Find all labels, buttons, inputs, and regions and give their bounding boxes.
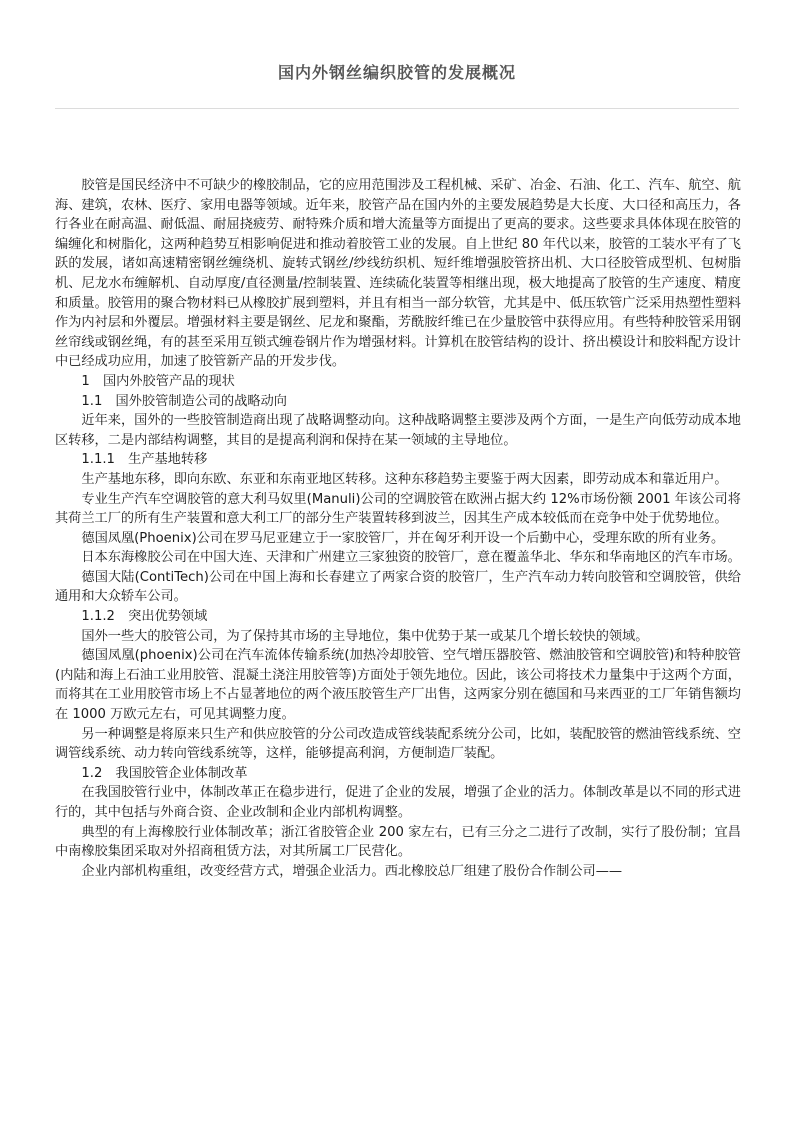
title-divider xyxy=(55,108,739,109)
section-heading: 1.1.2 突出优势领域 xyxy=(81,609,208,625)
paragraph: 胶管是国民经济中不可缺少的橡胶制品，它的应用范围涉及工程机械、采矿、冶金、石油、化工、汽车、航空、航海、建筑，农林、医疗、家用电器等领域。近年来，胶管产品在国内外的主要发展趋势是大长度、大口径和高压力，各行各业在耐高温、耐低温、耐屈挠疲劳、耐特殊介质和增大流量等方面提出了更高的要求。这些要求具体体现在胶管的编缠化和树脂化，这两种趋势互相影响促进和推动着胶管工业的发展。自上世纪 80 年代以来，胶管的工装水平有了飞跃的发展，诸如高速精密钢丝缠绕机、旋转式钢丝/纱线纺织机、短纤维增强胶管挤出机、大口径胶管成型机、包树脂机、尼龙水布缠解机、自动厚度/直径测量/控制装置、连续硫化装置等相继出现，极大地提高了胶管的生产速度、精度和质量。胶管用的聚合物材料已从橡胶扩展到塑料，并且有相当一部分软管，尤其是中、低压软管广泛采用热塑性塑料作为内衬层和外覆层。增强材料主要是钢丝、尼龙和聚酯，芳酰胺纤维已在少量胶管中获得应用。有些特种胶管采用钢丝帘线或钢丝绳，有的甚至采用互锁式缠卷钢片作为增强材料。计算机在胶管结构的设计、挤出模设计和胶料配方设计中已经成功应用，加速了胶管新产品的开发步伐。 xyxy=(55,178,741,370)
document-body xyxy=(55,176,741,881)
section-heading: 1 国内外胶管产品的现状 xyxy=(81,373,235,389)
paragraph: 典型的有上海橡胶行业体制改革；浙江省胶管企业 200 家左右，已有三分之二进行了改制，实行了股份制；宜昌中南橡胶集团采取对外招商租赁方法，对其所属工厂民营化。 xyxy=(55,824,741,860)
paragraph: 另一种调整是将原来只生产和供应胶管的分公司改造成管线装配系统分公司，比如，装配胶管的燃油管线系统、空调管线系统、动力转向管线系统等，这样，能够提高利润，方便制造厂装配。 xyxy=(55,726,741,762)
paragraph: 生产基地东移，即向东欧、东亚和东南亚地区转移。这种东移趋势主要鉴于两大因素，即劳动成本和靠近用户。 xyxy=(81,471,728,487)
paragraph: 德国大陆(ContiTech)公司在中国上海和长春建立了两家合资的胶管厂，生产汽车动力转向胶管和空调胶管，供给通用和大众轿车公司。 xyxy=(55,569,741,605)
paragraph: 专业生产汽车空调胶管的意大利马奴里(Manuli)公司的空调胶管在欧洲占据大约 12%市场份额 2001 年该公司将其荷兰工厂的所有生产装置和意大利工厂的部分生产装置转移到波兰，因其生产成本较低而在竞争中处于优势地位。 xyxy=(55,491,741,527)
section-heading: 1.1 国外胶管制造公司的战略动向 xyxy=(81,393,287,409)
paragraph: 德国凤凰(Phoenix)公司在罗马尼亚建立于一家胶管厂，并在匈牙利开设一个后勤中心，受理东欧的所有业务。 xyxy=(81,530,725,546)
document-title: 国内外钢丝编织胶管的发展概况 xyxy=(277,63,516,82)
paragraph: 国外一些大的胶管公司，为了保持其市场的主导地位，集中优势于某一或某几个增长较快的领域。 xyxy=(81,628,649,644)
paragraph: 近年来，国外的一些胶管制造商出现了战略调整动向。这种战略调整主要涉及两个方面，一是生产向低劳动成本地区转移，二是内部结构调整，其目的是提高利润和保持在某一领域的主导地位。 xyxy=(55,413,741,448)
paragraph: 德国凤凰(phoenix)公司在汽车流体传输系统(加热冷却胶管、空气增压器胶管、燃油胶管和空调胶管)和特种胶管(内陆和海上石油工业用胶管、混凝土浇注用胶管等)方面处于领先地位。因此，该公司将技术力量集中于这两个方面，而将其在工业用胶管市场上不占显著地位的两个液压胶管生产厂出售，这两家分别在德国和马来西亚的工厂年销售额均在 1000 万欧元左右，可见其调整力度。 xyxy=(55,648,741,723)
paragraph: 企业内部机构重组，改变经营方式，增强企业活力。西北橡胶总厂组建了股份合作制公司—— xyxy=(81,863,623,879)
paragraph: 日本东海橡胶公司在中国大连、天津和广州建立三家独资的胶管厂，意在覆盖华北、华东和华南地区的汽车市场。 xyxy=(81,550,741,566)
section-heading: 1.1.1 生产基地转移 xyxy=(81,452,208,468)
section-heading: 1.2 我国胶管企业体制改革 xyxy=(81,765,248,781)
paragraph: 在我国胶管行业中，体制改革正在稳步进行，促进了企业的发展，增强了企业的活力。体制改革是以不同的形式进行的，其中包括与外商合资、企业改制和企业内部机构调整。 xyxy=(55,785,741,820)
